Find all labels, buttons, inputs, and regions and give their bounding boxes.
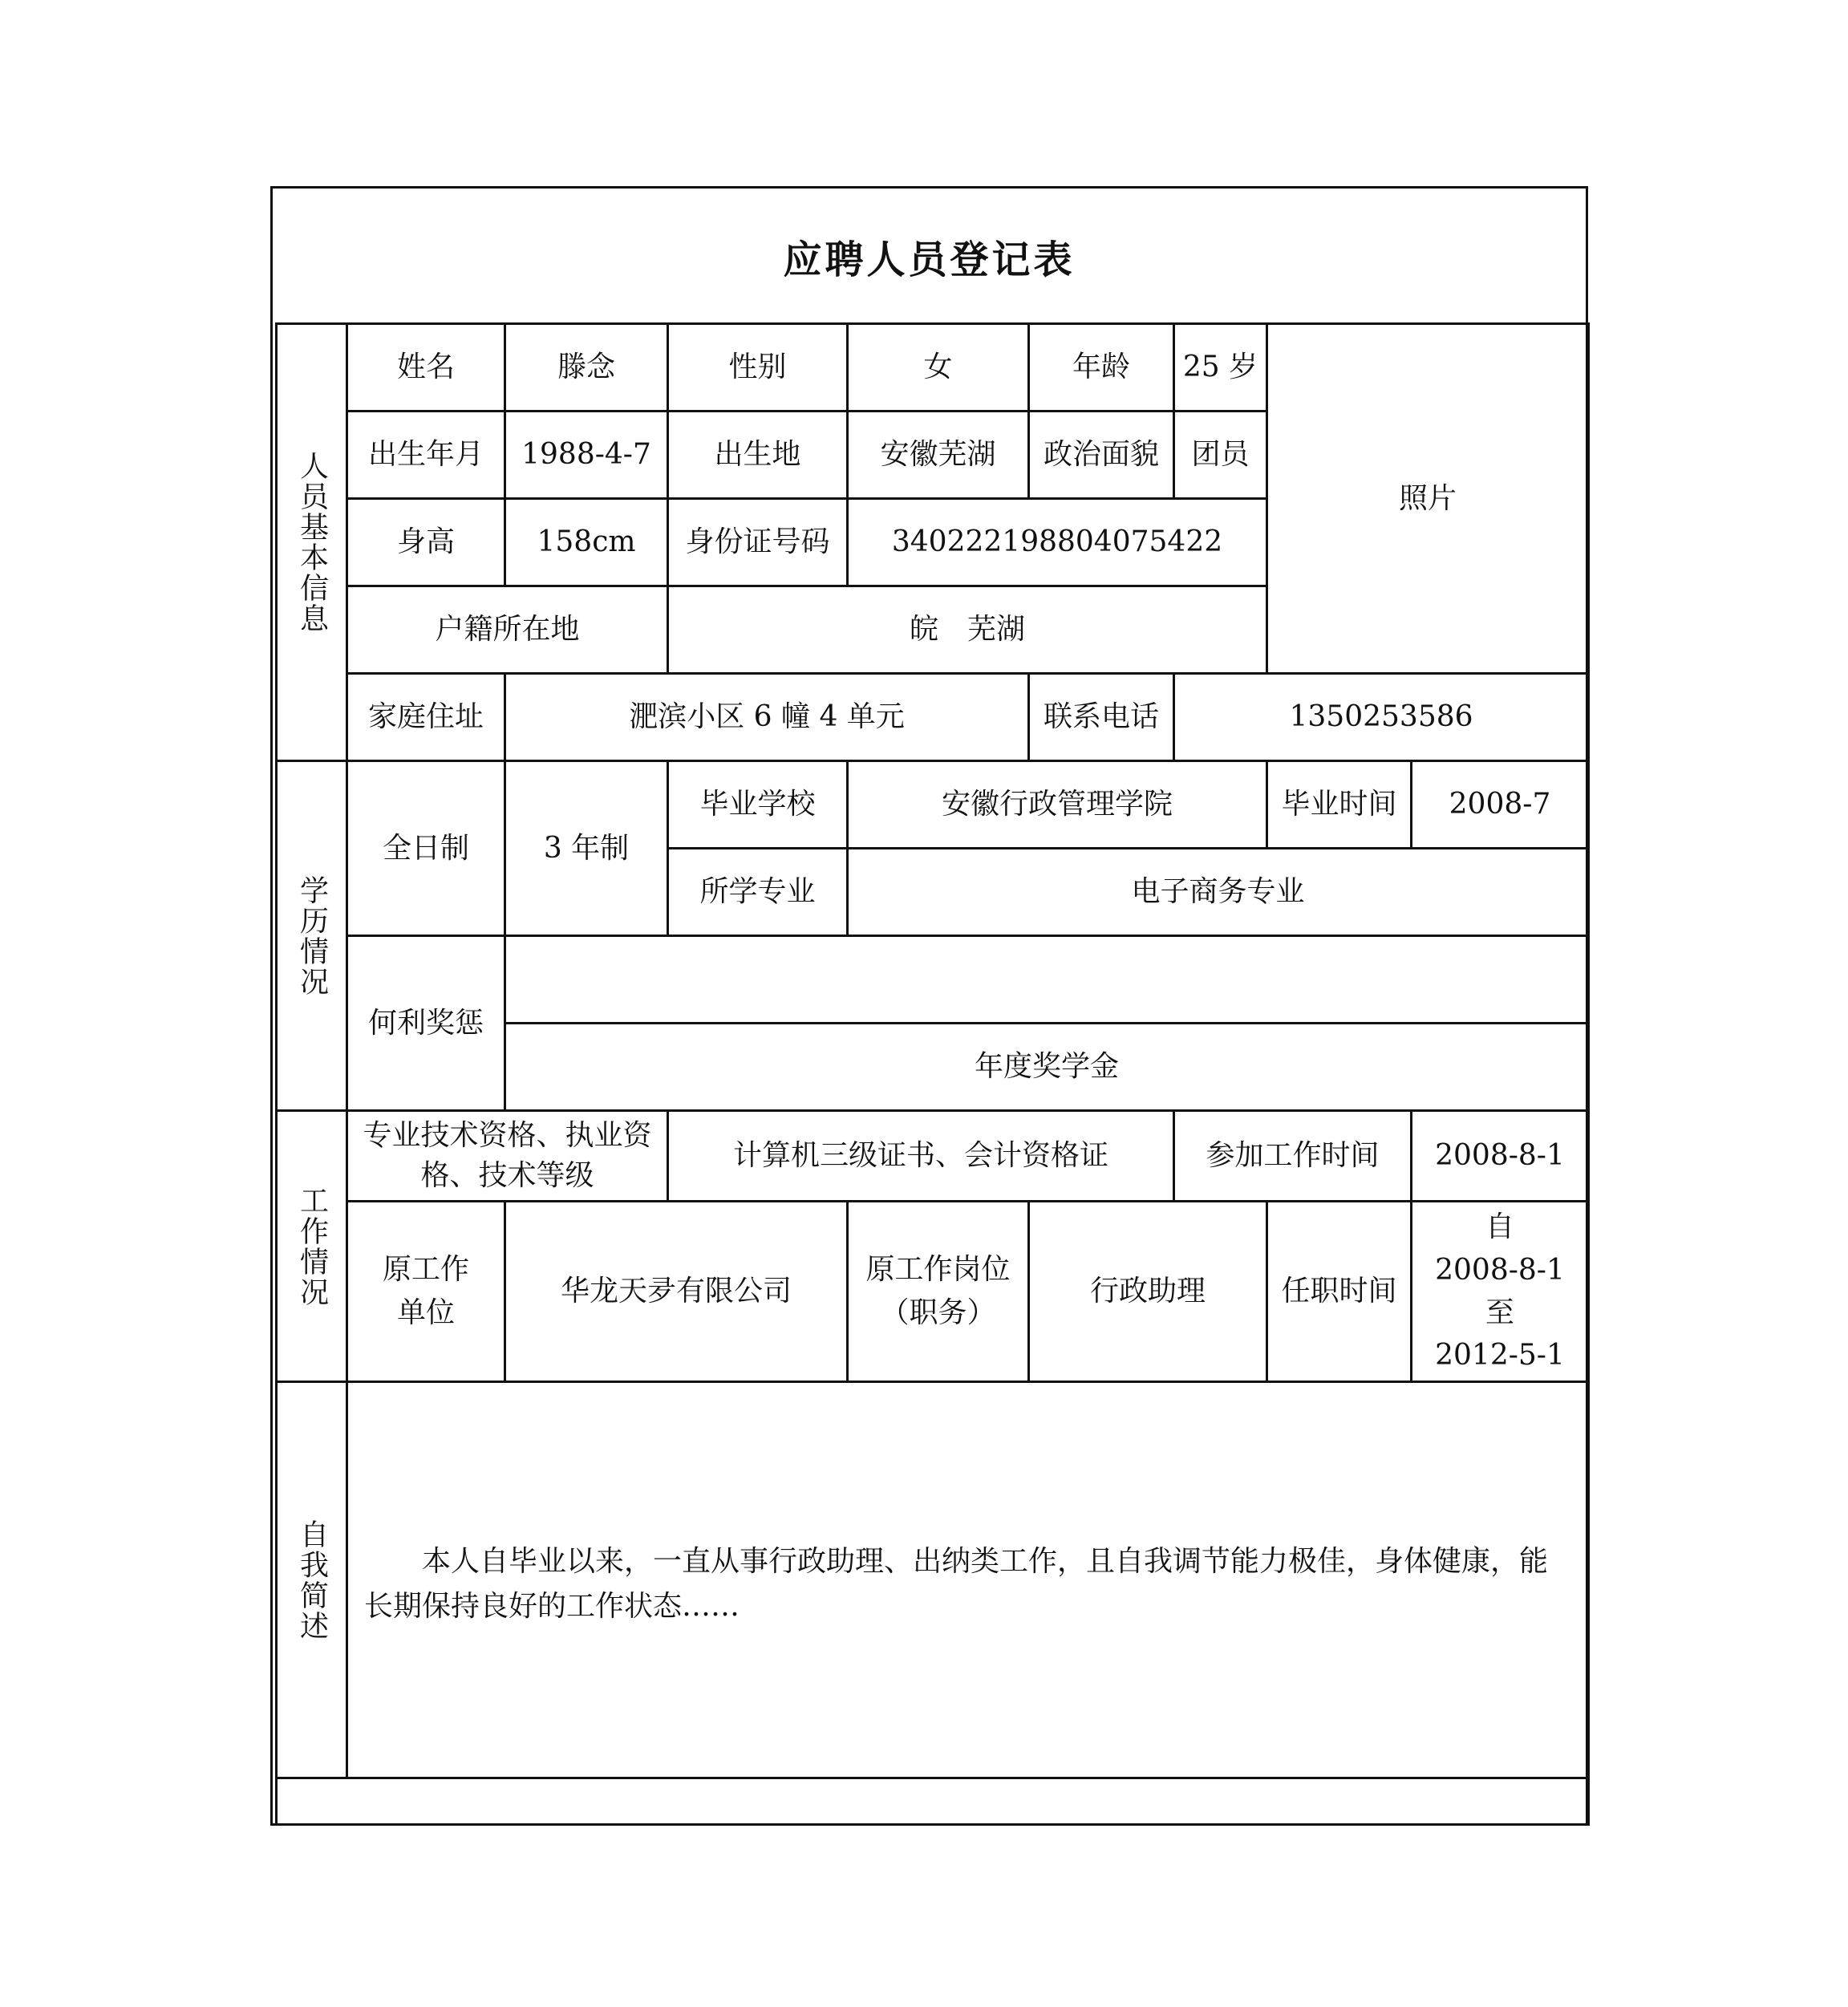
- qualification-value: 计算机三级证书、会计资格证: [668, 1111, 1174, 1202]
- awards-line-1: [505, 936, 1589, 1024]
- registration-form: [270, 186, 1588, 1826]
- awards-line-2: 年度奖学金: [505, 1024, 1589, 1111]
- qualification-label-line-2: 格、技术等级: [420, 1159, 594, 1192]
- gender-label: 性别: [668, 324, 848, 412]
- form-title: 应聘人员登记表: [783, 237, 1076, 282]
- phone-value: 1350253586: [1174, 674, 1589, 761]
- section-self-description: 自我简述: [277, 1382, 347, 1778]
- major-label: 所学专业: [668, 849, 848, 936]
- id-value: 340222198804075422: [848, 499, 1267, 586]
- age-label: 年龄: [1029, 324, 1174, 412]
- photo-placeholder: 照片: [1267, 324, 1589, 674]
- work-start-label: 参加工作时间: [1174, 1111, 1412, 1202]
- blank-footer-row: [277, 1778, 1589, 1825]
- school-label: 毕业学校: [668, 761, 848, 849]
- name-label: 姓名: [347, 324, 505, 412]
- qualification-label-line-1: 专业技术资格、执业资: [363, 1118, 652, 1152]
- grad-time-value: 2008-7: [1412, 761, 1589, 849]
- edu-duration: 3 年制: [505, 761, 668, 936]
- position-label: [848, 1202, 1029, 1382]
- age-value: 25 岁: [1174, 324, 1267, 412]
- birthplace-value: 安徽芜湖: [848, 412, 1029, 499]
- tenure-label: 任职时间: [1267, 1202, 1412, 1382]
- gender-value: 女: [848, 324, 1029, 412]
- tenure-from-label: 自: [1485, 1210, 1515, 1244]
- section-education: 学历情况: [277, 761, 347, 1111]
- hukou-value: 皖 芜湖: [668, 586, 1267, 674]
- qualification-label: [347, 1111, 668, 1202]
- address-label: 家庭住址: [347, 674, 505, 761]
- work-start-value: 2008-8-1: [1412, 1111, 1589, 1202]
- id-label: 身份证号码: [668, 499, 848, 586]
- employer-label-line-2: 单位: [396, 1296, 455, 1329]
- self-description-text: 本人自毕业以来，一直从事行政助理、出纳类工作，且自我调节能力极佳，身体健康，能长期保持良好的工作状态……: [364, 1544, 1549, 1623]
- self-description-cell: [347, 1382, 1589, 1778]
- political-value: 团员: [1174, 412, 1267, 499]
- position-value: 行政助理: [1029, 1202, 1267, 1382]
- address-value: 淝滨小区 6 幢 4 单元: [505, 674, 1029, 761]
- tenure-to-date: 2012-5-1: [1435, 1339, 1565, 1372]
- employer-label: [347, 1202, 505, 1382]
- birth-label: 出生年月: [347, 412, 505, 499]
- section-work: 工作情况: [277, 1111, 347, 1382]
- position-label-line-2: （职务）: [880, 1296, 996, 1329]
- school-value: 安徽行政管理学院: [848, 761, 1267, 849]
- grad-time-label: 毕业时间: [1267, 761, 1412, 849]
- tenure-to-label: 至: [1485, 1296, 1515, 1329]
- phone-label: 联系电话: [1029, 674, 1174, 761]
- hukou-label: 户籍所在地: [347, 586, 668, 674]
- name-value: 滕念: [505, 324, 668, 412]
- edu-type: 全日制: [347, 761, 505, 936]
- height-value: 158cm: [505, 499, 668, 586]
- employer-value: 华龙天夛有限公司: [505, 1202, 848, 1382]
- major-value: 电子商务专业: [848, 849, 1589, 936]
- birthplace-label: 出生地: [668, 412, 848, 499]
- birth-value: 1988-4-7: [505, 412, 668, 499]
- awards-label: 何利奖惩: [347, 936, 505, 1111]
- tenure-value: [1412, 1202, 1589, 1382]
- position-label-line-1: 原工作岗位: [865, 1253, 1011, 1286]
- height-label: 身高: [347, 499, 505, 586]
- section-basic-info: 人员基本信息: [277, 324, 347, 761]
- form-table: [275, 322, 1590, 1826]
- political-label: 政治面貌: [1029, 412, 1174, 499]
- tenure-from-date: 2008-8-1: [1435, 1253, 1565, 1287]
- employer-label-line-1: 原工作: [382, 1253, 469, 1286]
